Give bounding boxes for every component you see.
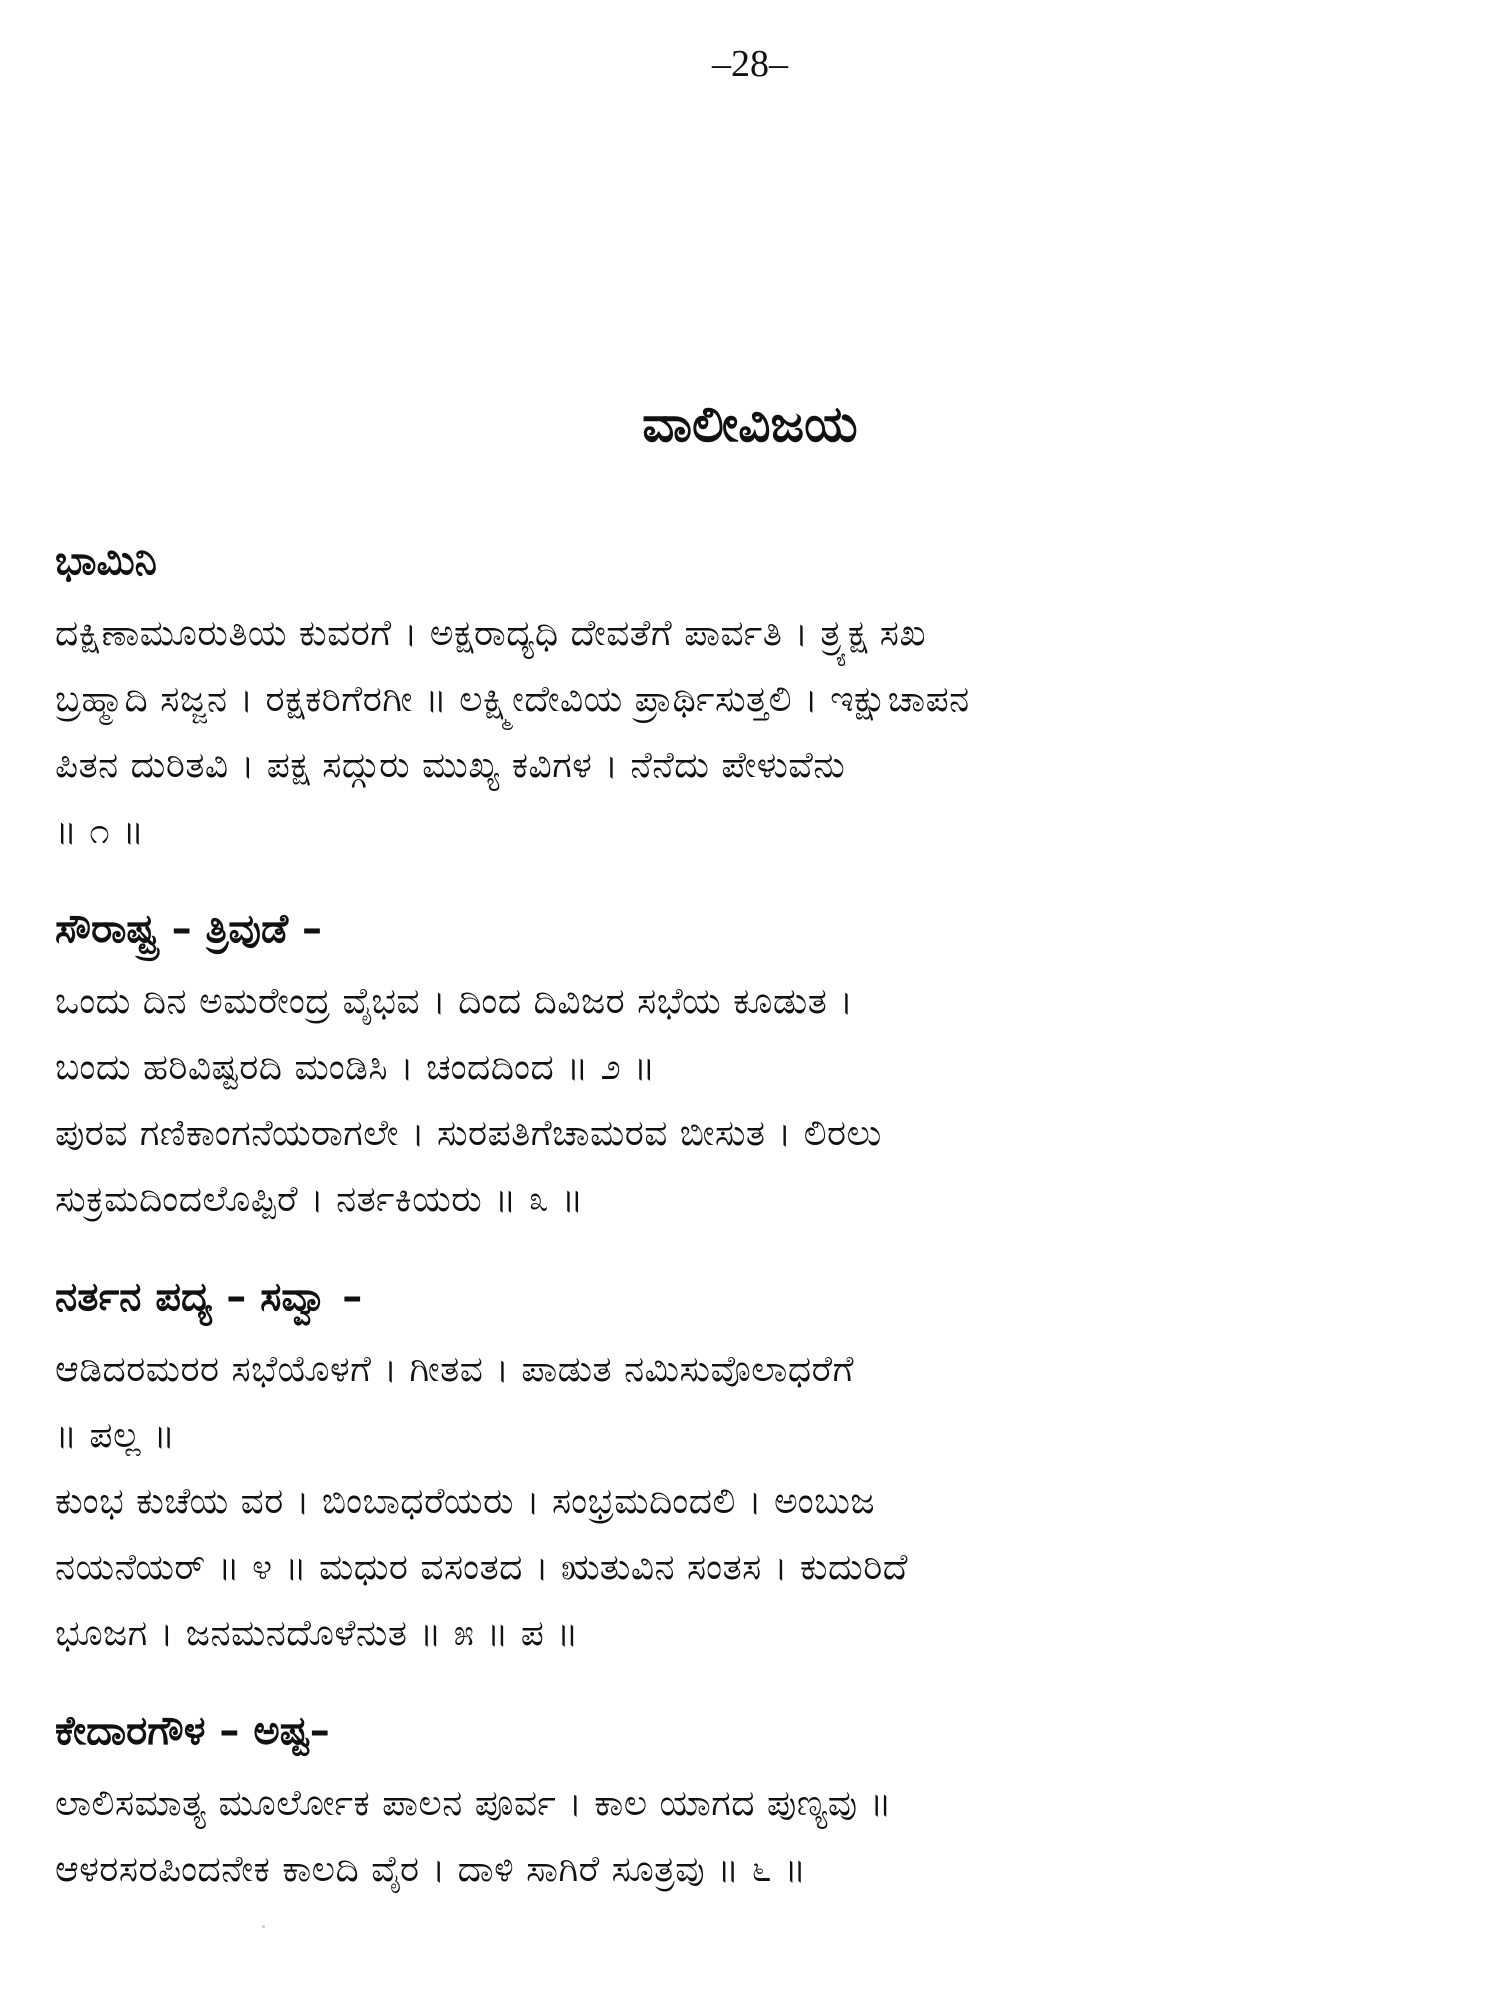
- verse-line: ಲಾಲಿಸಮಾತ್ಯ ಮೂರ್ಲೋಕ ಪಾಲನ ಪೂರ್ವ । ಕಾಲ ಯಾಗದ ಪುಣ್ಯವು ॥: [55, 1783, 892, 1824]
- page-number: –28–: [712, 43, 788, 85]
- verse-block: [55, 1771, 1465, 1903]
- verse-line: ನಯನೆಯರ್ ॥ ೪ ॥ ಮಧುರ ವಸಂತದ । ಋತುವಿನ ಸಂತಸ । ಕುದುರಿದೆ: [55, 1547, 908, 1588]
- verse-line: ಸುಕ್ರಮದಿಂದಲೊಪ್ಪಿರೆ । ನರ್ತಕಿಯರು ॥ ೩ ॥: [55, 1179, 584, 1220]
- verse-block: [55, 1337, 1465, 1667]
- verse-line: ॥ ೧ ॥: [55, 811, 145, 852]
- section-bhamini: [55, 535, 1465, 865]
- verse-line: ಆಡಿದರಮರರ ಸಭೆಯೊಳಗೆ । ಗೀತವ । ಪಾಡುತ ನಮಿಸುವೊಲಾಧರೆಗೆ: [55, 1349, 855, 1390]
- verse-line: ಭೂಜಗ । ಜನಮನದೊಳೆನುತ ॥ ೫ ॥ ಪ ॥: [55, 1613, 579, 1654]
- verse-line: ದಕ್ಷಿಣಾಮೂರುತಿಯ ಕುವರಗೆ । ಅಕ್ಷರಾದ್ಯಧಿ ದೇವತೆಗೆ ಪಾರ್ವತಿ । ತ್ರ್ಯಕ್ಷ ಸಖ: [55, 613, 927, 654]
- verse-line: ಕುಂಭ ಕುಚೆಯ ವರ । ಬಿಂಬಾಧರೆಯರು । ಸಂಭ್ರಮದಿಂದಲಿ । ಅಂಬುಜ: [55, 1481, 876, 1522]
- verse-block: [55, 969, 1465, 1233]
- verse-line: ಪಿತನ ದುರಿತವಿ । ಪಕ್ಷ ಸದ್ಗುರು ಮುಖ್ಯ ಕವಿಗಳ । ನೆನೆದು ಪೇಳುವೆನು: [55, 745, 846, 786]
- page-title: ವಾಲೀವಿಜಯ: [642, 395, 858, 453]
- section-saurashtra: [55, 903, 1465, 1233]
- verse-block: [55, 601, 1465, 865]
- section-heading: ಸೌರಾಷ್ಟ್ರ – ತ್ರಿವುಡೆ –: [55, 906, 323, 952]
- verse-line: ಪುರವ ಗಣಿಕಾಂಗನೆಯರಾಗಲೇ । ಸುರಪತಿಗೆಚಾಮರವ ಬೀಸುತ । ಲಿರಲು: [55, 1113, 882, 1154]
- verse-line: ಆಳರಸರಪಿಂದನೇಕ ಕಾಲದಿ ವೈರ । ದಾಳಿ ಸಾಗಿರೆ ಸೂತ್ರವು ॥ ೬ ॥: [55, 1849, 807, 1890]
- verse-line: ಒಂದು ದಿನ ಅಮರೇಂದ್ರ ವೈಭವ । ದಿಂದ ದಿವಿಜರ ಸಭೆಯ ಕೂಡುತ ।: [55, 981, 854, 1022]
- verse-line: ಬಂದು ಹರಿವಿಷ್ಟರದಿ ಮಂಡಿಸಿ । ಚಂದದಿಂದ ॥ ೨ ॥: [55, 1047, 656, 1088]
- section-heading: ನರ್ತನ ಪದ್ಯ – ಸವ್ವಾ –: [55, 1274, 363, 1320]
- scan-speck: [262, 1925, 265, 1928]
- section-kedaragaula: [55, 1705, 1465, 1903]
- section-heading: ಕೇದಾರಗೌಳ – ಅಷ್ಟ–: [55, 1708, 330, 1754]
- verse-line: ಬ್ರಹ್ಮಾದಿ ಸಜ್ಜನ । ರಕ್ಷಕರಿಗೆರಗೀ ॥ ಲಕ್ಷ್ಮೀದೇವಿಯ ಪ್ರಾರ್ಥಿಸುತ್ತಲಿ । ಇಕ್ಷುಚಾಪನ: [55, 679, 970, 720]
- section-nartana-padya: [55, 1271, 1465, 1667]
- document-body: [55, 535, 1465, 1941]
- verse-line: ॥ ಪಲ್ಲ ॥: [55, 1415, 176, 1456]
- section-heading: ಭಾಮಿನಿ: [55, 538, 157, 584]
